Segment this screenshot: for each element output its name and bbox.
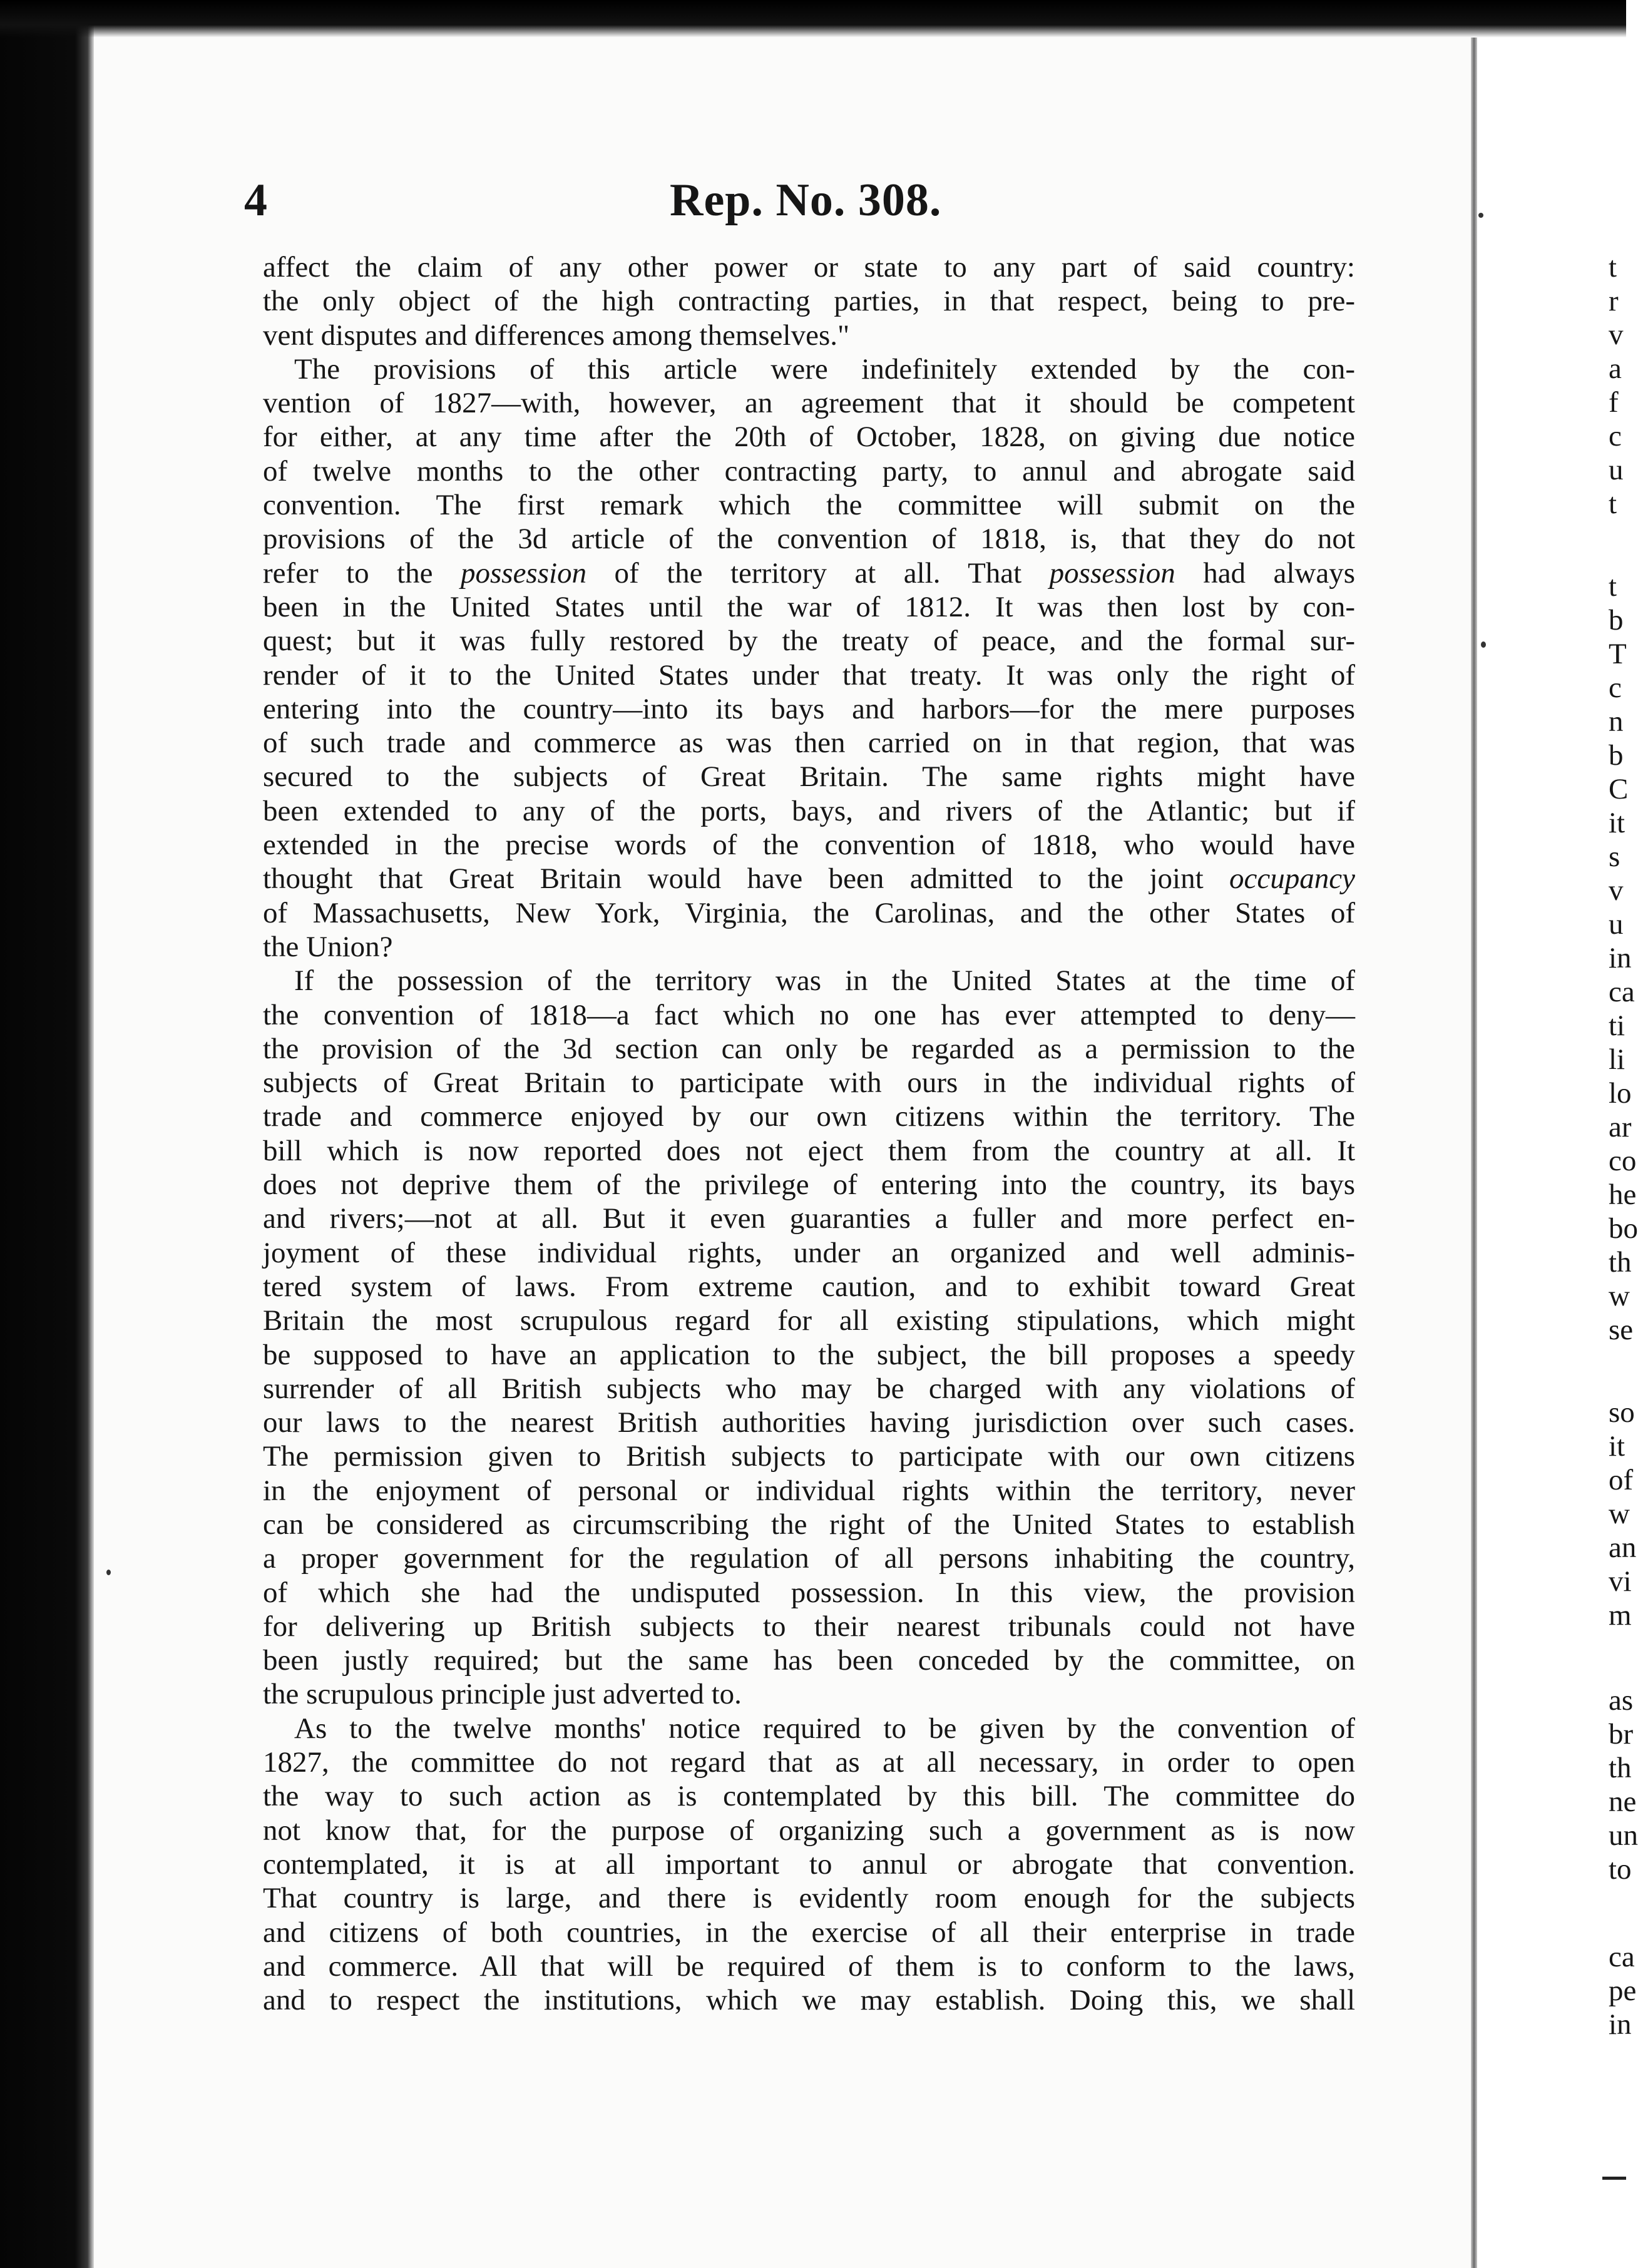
text-line: convention. The first remark which the committee will submit on the bbox=[263, 489, 1355, 522]
adjacent-page-fragment: un bbox=[1609, 1819, 1638, 1852]
text-line: tered system of laws. From extreme caution, and to exhibit toward Great bbox=[263, 1270, 1355, 1303]
text-line: joyment of these individual rights, under an organized and well adminis- bbox=[263, 1236, 1355, 1269]
adjacent-page-fragment: t bbox=[1609, 570, 1617, 603]
text-line: As to the twelve months' notice required to be given by the convention of bbox=[294, 1712, 1355, 1745]
page-header bbox=[244, 169, 1371, 238]
adjacent-page-fragment: se bbox=[1609, 1314, 1634, 1346]
text-line: vention of 1827—with, however, an agreement that it should be competent bbox=[263, 387, 1355, 420]
text-line: does not deprive them of the privilege of entering into the country, its bays bbox=[263, 1168, 1355, 1202]
adjacent-page-fragment: w bbox=[1609, 1280, 1630, 1312]
text-line: Britain the most scrupulous regard for all existing stipulations, which might bbox=[263, 1304, 1355, 1337]
scan-speck bbox=[1478, 213, 1483, 218]
text-line: been justly required; but the same has been conceded by the committee, on bbox=[263, 1644, 1355, 1677]
adjacent-page-fragment: pe bbox=[1609, 1974, 1637, 2007]
text-line: been extended to any of the ports, bays, and rivers of the Atlantic; but if bbox=[263, 794, 1355, 827]
adjacent-page-fragment: t bbox=[1609, 251, 1617, 284]
adjacent-page-fragment: bo bbox=[1609, 1212, 1638, 1245]
adjacent-page-fragment: so bbox=[1609, 1396, 1635, 1429]
adjacent-page-fragment: it bbox=[1609, 807, 1625, 839]
text-line: be supposed to have an application to the subject, the bill proposes a speedy bbox=[263, 1338, 1355, 1371]
text-line: of such trade and commerce as was then carried on in that region, that was bbox=[263, 727, 1355, 760]
adjacent-page-fragment: br bbox=[1609, 1718, 1634, 1750]
adjacent-page-fragment: t bbox=[1609, 488, 1617, 520]
adjacent-page-fragment: an bbox=[1609, 1531, 1637, 1564]
text-line: affect the claim of any other power or state to any part of said country: bbox=[263, 251, 1355, 284]
text-line: for either, at any time after the 20th of October, 1828, on giving due notice bbox=[263, 421, 1355, 454]
text-line: secured to the subjects of Great Britain. The same rights might have bbox=[263, 760, 1355, 794]
text-line: vent disputes and differences among themselves." bbox=[263, 319, 850, 352]
adjacent-page-fragment: vi bbox=[1609, 1565, 1632, 1598]
adjacent-page-fragment: ca bbox=[1609, 1941, 1635, 1973]
adjacent-page-fragment: b bbox=[1609, 739, 1624, 772]
text-line: for delivering up British subjects to their nearest tribunals could not have bbox=[263, 1610, 1355, 1643]
adjacent-page-fragment: u bbox=[1609, 908, 1624, 941]
page-gutter bbox=[1471, 38, 1477, 2268]
adjacent-page-fragment: in bbox=[1609, 2008, 1632, 2041]
adjacent-page-fragment: ne bbox=[1609, 1785, 1637, 1818]
text-line: our laws to the nearest British authorities having jurisdiction over such cases. bbox=[263, 1406, 1355, 1439]
text-line: bill which is now reported does not eject them from the country at all. It bbox=[263, 1134, 1355, 1167]
text-line: the scrupulous principle just adverted to. bbox=[263, 1678, 742, 1711]
text-line: of Massachusetts, New York, Virginia, the Carolinas, and the other States of bbox=[263, 896, 1355, 929]
text-line: of which she had the undisputed possession. In this view, the provision bbox=[263, 1576, 1355, 1609]
adjacent-page-fragment: n bbox=[1609, 705, 1624, 738]
adjacent-page-fragment: ca bbox=[1609, 976, 1635, 1008]
adjacent-page-fragment: C bbox=[1609, 773, 1629, 805]
text-line: 1827, the committee do not regard that as at all necessary, in order to open bbox=[263, 1746, 1355, 1779]
text-line: contemplated, it is at all important to annul or abrogate that convention. bbox=[263, 1847, 1355, 1881]
text-line: the provision of the 3d section can only be regarded as a permission to the bbox=[263, 1032, 1355, 1065]
text-line: the way to such action as is contemplated by this bill. The committee do bbox=[263, 1780, 1355, 1813]
adjacent-page-fragment: he bbox=[1609, 1178, 1637, 1211]
adjacent-page-fragment: c bbox=[1609, 420, 1622, 452]
text-line: surrender of all British subjects who may be charged with any violations of bbox=[263, 1372, 1355, 1405]
adjacent-page-fragment: m bbox=[1609, 1599, 1632, 1632]
body-text bbox=[263, 250, 1355, 2017]
text-line: quest; but it was fully restored by the treaty of peace, and the formal sur- bbox=[263, 625, 1355, 658]
text-line: and commerce. All that will be required of them is to conform to the laws, bbox=[263, 1949, 1355, 1983]
adjacent-page-fragment: c bbox=[1609, 672, 1622, 704]
text-line: provisions of the 3d article of the convention of 1818, is, that they do not bbox=[263, 523, 1355, 556]
scanner-border-left bbox=[0, 0, 94, 2268]
adjacent-page-fragment: it bbox=[1609, 1430, 1625, 1463]
adjacent-page-fragment: in bbox=[1609, 942, 1632, 974]
adjacent-page-fragment: ti bbox=[1609, 1009, 1625, 1042]
report-number: Rep. No. 308. bbox=[670, 175, 942, 226]
adjacent-page-fragment: li bbox=[1609, 1043, 1625, 1076]
adjacent-page-fragment: of bbox=[1609, 1464, 1634, 1496]
text-line: That country is large, and there is evidently room enough for the subjects bbox=[263, 1882, 1355, 1915]
page-number: 4 bbox=[244, 175, 267, 226]
adjacent-page-fragment: co bbox=[1609, 1145, 1637, 1177]
text-line: the only object of the high contracting parties, in that respect, being to pre- bbox=[263, 285, 1355, 318]
text-line: can be considered as circumscribing the right of the United States to establish bbox=[263, 1508, 1355, 1541]
adjacent-page-fragment: f bbox=[1609, 386, 1619, 419]
scan-speck bbox=[106, 1570, 111, 1575]
adjacent-page-fragment: u bbox=[1609, 454, 1624, 486]
adjacent-page-fragment: lo bbox=[1609, 1077, 1632, 1110]
text-line: thought that Great Britain would have been admitted to the joint occupancy bbox=[263, 862, 1355, 896]
text-line: a proper government for the regulation of all persons inhabiting the country, bbox=[263, 1542, 1355, 1575]
scanner-border-top bbox=[0, 0, 1626, 38]
text-line: refer to the possession of the territory at all. That possession had always bbox=[263, 556, 1356, 590]
adjacent-page-fragment: v bbox=[1609, 319, 1624, 351]
text-line: render of it to the United States under that treaty. It was only the right of bbox=[263, 658, 1355, 692]
adjacent-page-fragment: T bbox=[1609, 638, 1627, 670]
adjacent-page-fragment: r bbox=[1609, 285, 1619, 317]
adjacent-page-fragment: s bbox=[1609, 840, 1620, 873]
adjacent-page-rule bbox=[1602, 2177, 1626, 2180]
text-line: in the enjoyment of personal or individual rights within the territory, never bbox=[263, 1474, 1355, 1507]
scan-speck bbox=[1481, 641, 1486, 648]
adjacent-page-fragment: th bbox=[1609, 1752, 1632, 1784]
adjacent-page-fragment: to bbox=[1609, 1853, 1632, 1886]
adjacent-page-fragment: ar bbox=[1609, 1111, 1632, 1143]
text-line: and to respect the institutions, which we may establish. Doing this, we shall bbox=[263, 1984, 1355, 2017]
adjacent-page-fragment: a bbox=[1609, 352, 1622, 385]
adjacent-page-fragment: v bbox=[1609, 874, 1624, 907]
text-line: been in the United States until the war of 1812. It was then lost by con- bbox=[263, 590, 1355, 623]
text-line: the convention of 1818—a fact which no one has ever attempted to deny— bbox=[263, 998, 1355, 1031]
adjacent-page-fragment: b bbox=[1609, 604, 1624, 636]
text-line: the Union? bbox=[263, 930, 393, 963]
adjacent-page-fragment: w bbox=[1609, 1498, 1630, 1530]
text-line: subjects of Great Britain to participate with ours in the individual rights of bbox=[263, 1066, 1355, 1100]
text-line: and rivers;—not at all. But it even guaranties a fuller and more perfect en- bbox=[263, 1202, 1355, 1235]
text-line: entering into the country—into its bays and harbors—for the mere purposes bbox=[263, 692, 1355, 725]
text-line: extended in the precise words of the convention of 1818, who would have bbox=[263, 829, 1355, 862]
text-line: and citizens of both countries, in the exercise of all their enterprise in trade bbox=[263, 1916, 1355, 1949]
text-line: The permission given to British subjects to participate with our own citizens bbox=[263, 1440, 1355, 1473]
text-line: not know that, for the purpose of organizing such a government as is now bbox=[263, 1814, 1355, 1847]
adjacent-page-fragment: as bbox=[1609, 1684, 1634, 1717]
text-line: The provisions of this article were indefinitely extended by the con- bbox=[294, 352, 1355, 386]
adjacent-page-fragment: th bbox=[1609, 1246, 1632, 1279]
text-line: If the possession of the territory was in the United States at the time of bbox=[294, 964, 1355, 998]
text-line: of twelve months to the other contracting party, to annul and abrogate said bbox=[263, 454, 1355, 488]
text-line: trade and commerce enjoyed by our own citizens within the territory. The bbox=[263, 1100, 1355, 1133]
